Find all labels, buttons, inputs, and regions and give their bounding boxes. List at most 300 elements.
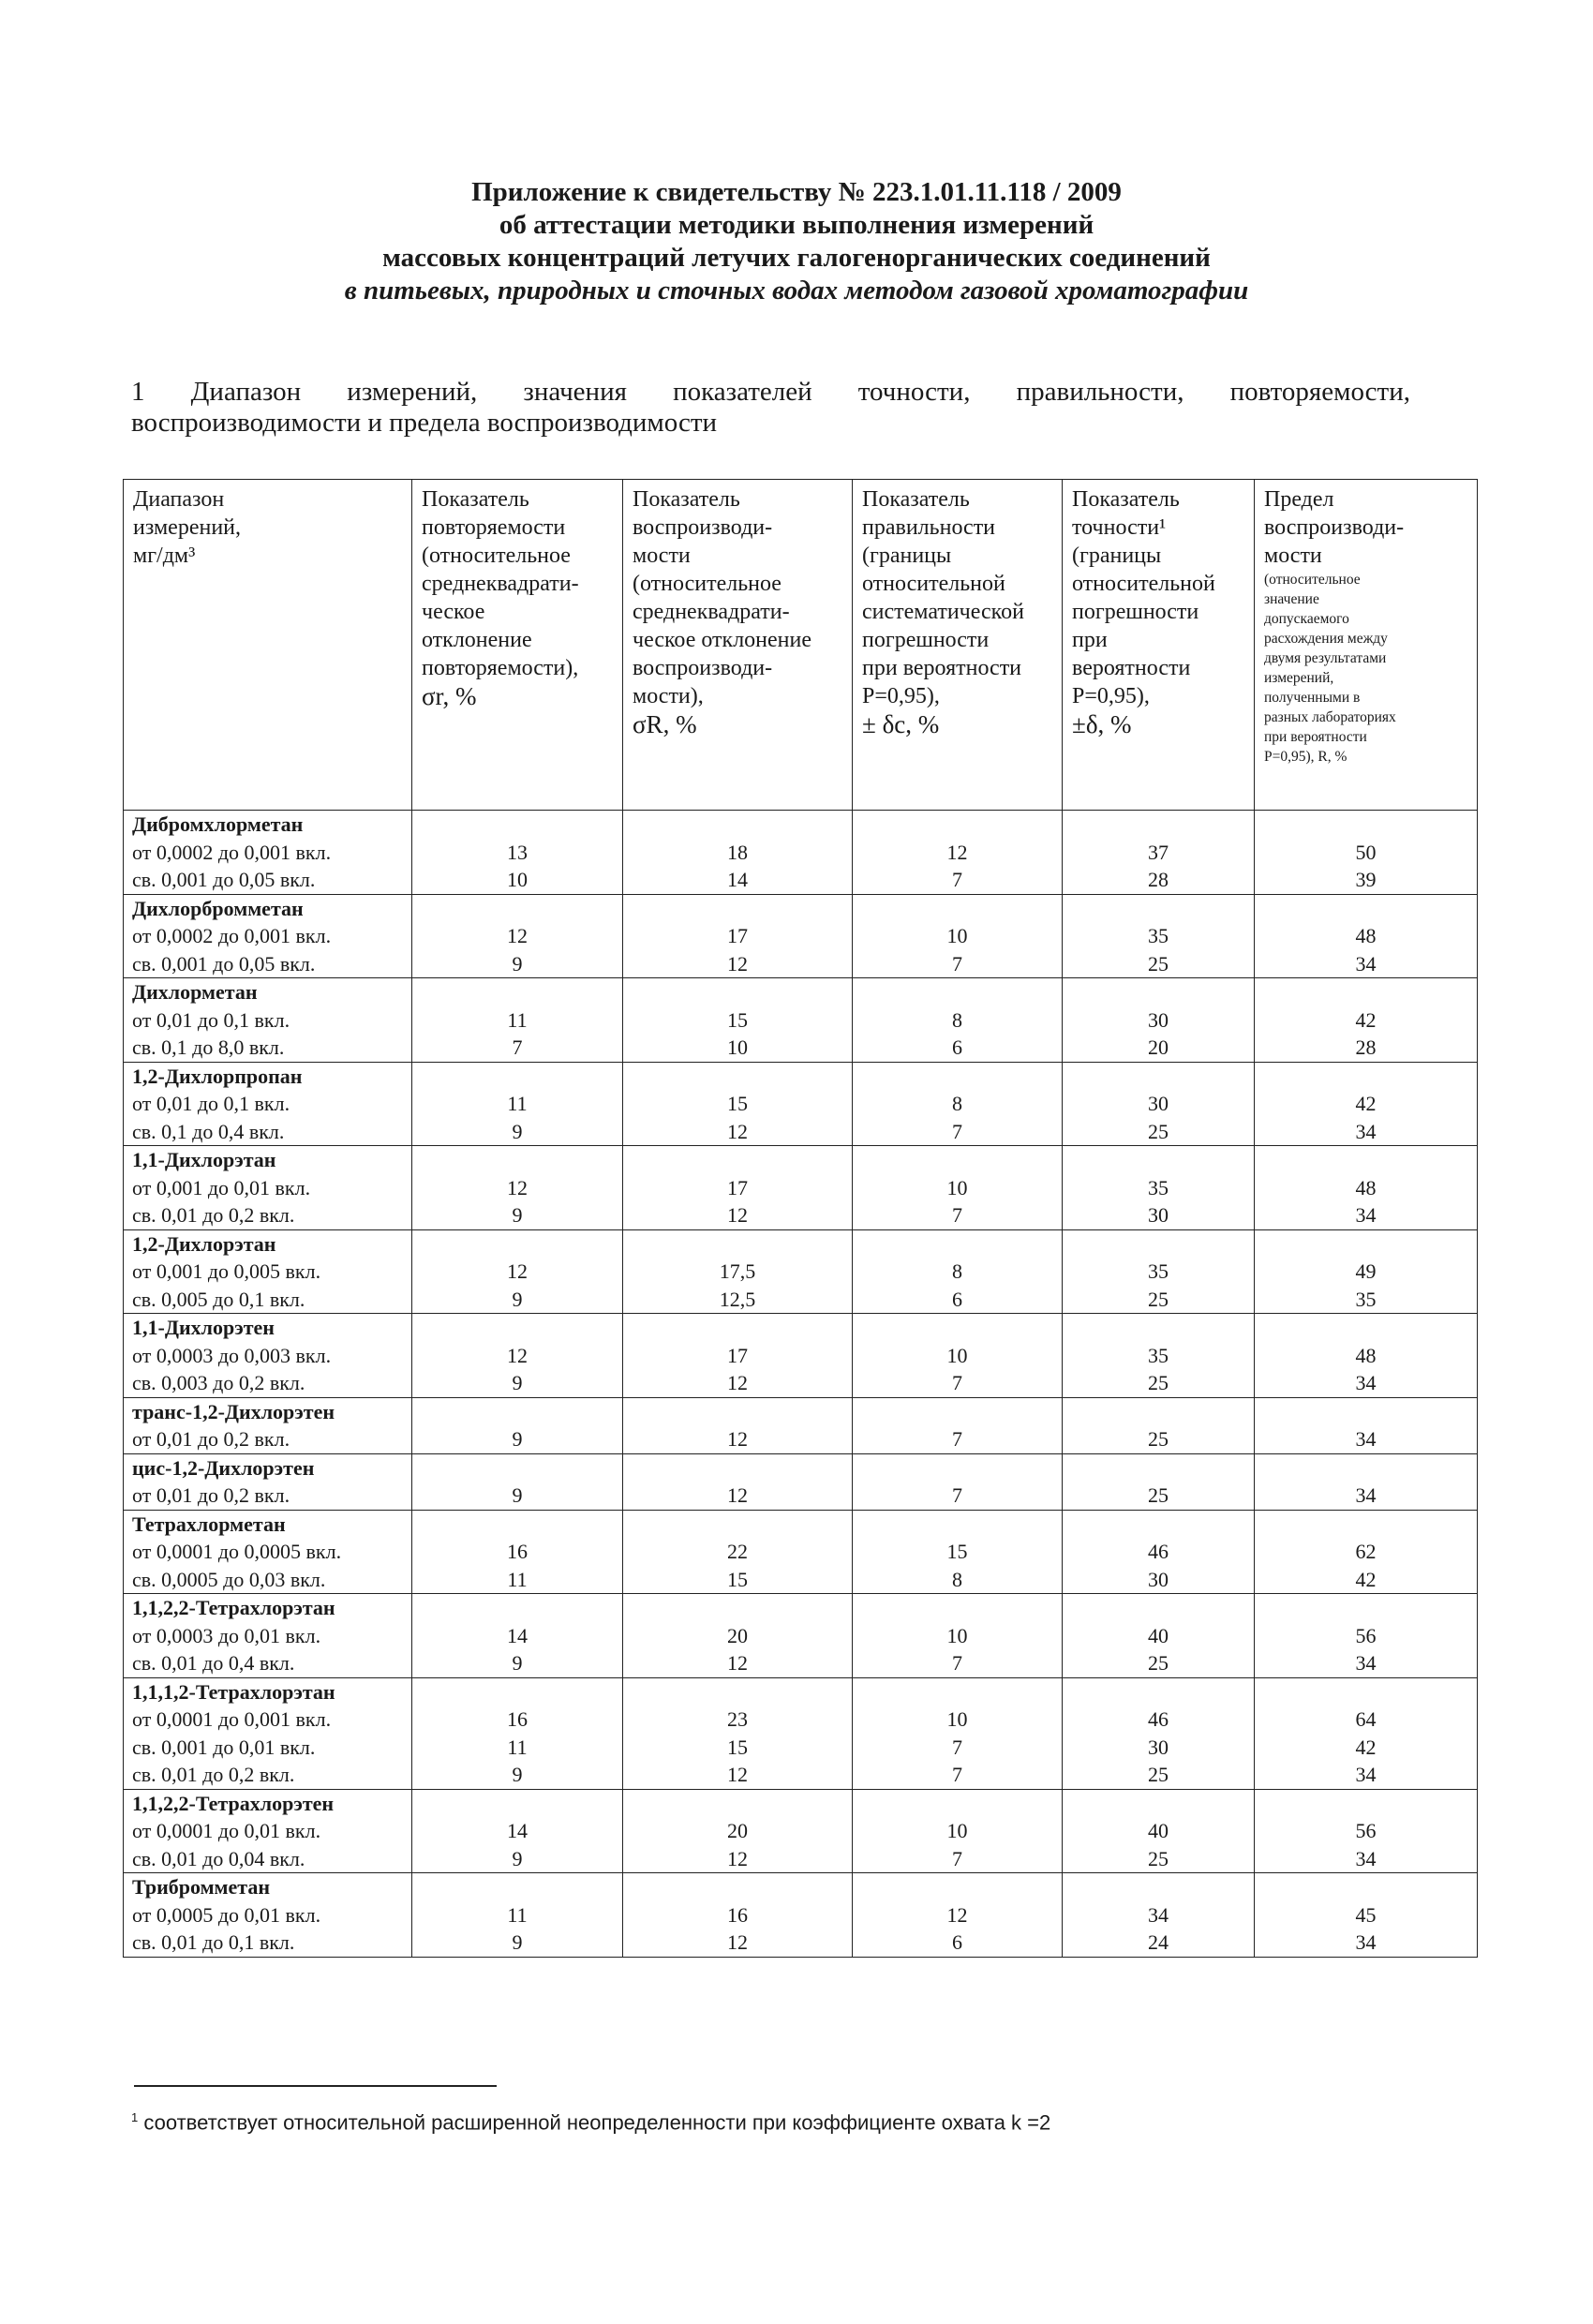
spacer [853, 978, 1062, 1006]
column-header-line: при [1072, 628, 1108, 652]
measurement-range: от 0,001 до 0,01 вкл. [132, 1175, 311, 1199]
value-cell-sr [412, 1594, 623, 1678]
substance-cell [124, 1789, 412, 1873]
measurement-range: от 0,01 до 0,2 вкл. [132, 1427, 290, 1451]
value: 30 [1148, 1007, 1169, 1032]
value: 48 [1355, 1175, 1377, 1199]
value: 30 [1148, 1092, 1169, 1115]
spacer [853, 1594, 1062, 1622]
spacer [412, 1063, 622, 1091]
value: 12 [507, 1259, 528, 1283]
value: 9 [512, 1287, 523, 1311]
value: 8 [952, 1567, 962, 1591]
value: 23 [727, 1707, 748, 1731]
table-row [124, 1146, 1478, 1230]
value: 7 [512, 1035, 523, 1059]
measurement-range: св. 0,01 до 0,1 вкл. [132, 1930, 295, 1954]
column-header-line: Диапазон [133, 487, 225, 512]
column-header-line: мости), [633, 684, 704, 708]
substance-name: Дибромхлорметан [132, 812, 304, 836]
value: 34 [1355, 1483, 1377, 1507]
value: 7 [952, 1427, 962, 1451]
table-row [124, 1229, 1478, 1314]
value: 35 [1355, 1287, 1377, 1311]
value-cell-sr [412, 1789, 623, 1873]
column-header-line: вероятности [1072, 656, 1191, 680]
substance-name: Дихлорметан [132, 980, 258, 1004]
measurement-range: от 0,01 до 0,1 вкл. [132, 1092, 290, 1115]
value: 10 [507, 868, 528, 891]
value: 15 [727, 1735, 748, 1759]
column-header-line: (относительное [633, 572, 782, 596]
column-header-5 [1063, 480, 1255, 811]
value-cell-R [1255, 1789, 1478, 1873]
substance-cell [124, 1594, 412, 1678]
column-header-line: относительной [1072, 572, 1215, 596]
value-cell-sR [623, 1062, 853, 1146]
value: 12 [727, 1846, 748, 1870]
spacer [412, 1594, 622, 1622]
value: 8 [952, 1007, 962, 1032]
value: 34 [1355, 1930, 1377, 1954]
value-cell-d [1063, 978, 1255, 1063]
value: 9 [512, 951, 523, 976]
substance-cell [124, 1314, 412, 1398]
value-cell-sr [412, 894, 623, 978]
value: 35 [1148, 1259, 1169, 1283]
value-cell-sr [412, 811, 623, 895]
value-cell-sR [623, 1146, 853, 1230]
spacer [853, 1398, 1062, 1426]
value-cell-d [1063, 1873, 1255, 1958]
value: 7 [952, 1119, 962, 1143]
table-row [124, 1397, 1478, 1453]
value: 42 [1355, 1735, 1377, 1759]
column-header-line: среднеквадрати- [422, 572, 579, 596]
measurement-range: от 0,0001 до 0,0005 вкл. [132, 1540, 342, 1563]
value: 28 [1355, 1035, 1377, 1059]
value: 10 [727, 1035, 748, 1059]
column-header-line: (относительное [422, 544, 571, 568]
value: 9 [512, 1483, 523, 1507]
column-header-line: при вероятности [862, 656, 1022, 680]
metrology-table [123, 479, 1478, 1958]
header-line-2: об аттестации методики выполнения измерений [499, 210, 1094, 240]
value: 17 [727, 924, 748, 947]
value: 7 [952, 1763, 962, 1786]
spacer [623, 895, 852, 923]
value: 14 [727, 868, 748, 891]
value: 13 [507, 840, 528, 864]
value-cell-R [1255, 978, 1478, 1063]
column-header-line: точности¹ [1072, 515, 1167, 540]
spacer [623, 1873, 852, 1901]
value: 8 [952, 1259, 962, 1283]
value: 7 [952, 951, 962, 976]
spacer [1063, 1314, 1254, 1342]
spacer [1063, 1511, 1254, 1539]
spacer [853, 1511, 1062, 1539]
column-header-note-line: значение [1264, 591, 1319, 607]
value-cell-dc [853, 1453, 1063, 1510]
value: 10 [946, 1175, 968, 1199]
measurement-range: от 0,0003 до 0,003 вкл. [132, 1343, 332, 1367]
value: 62 [1355, 1540, 1377, 1563]
value: 12 [727, 1119, 748, 1143]
value-cell-sR [623, 811, 853, 895]
value-cell-d [1063, 894, 1255, 978]
value-cell-dc [853, 1397, 1063, 1453]
value: 11 [507, 1735, 528, 1759]
value-cell-R [1255, 1314, 1478, 1398]
value: 12 [727, 1930, 748, 1954]
substance-name: 1,2-Дихлорэтан [132, 1231, 276, 1256]
header-line-4: в питьевых, природных и сточных водах методом газовой хроматографии [344, 276, 1249, 305]
value: 30 [1148, 1567, 1169, 1591]
value: 12,5 [719, 1287, 756, 1311]
value: 12 [727, 1483, 748, 1507]
value-cell-sR [623, 1677, 853, 1789]
value: 39 [1355, 868, 1377, 891]
value-cell-R [1255, 1677, 1478, 1789]
value: 46 [1148, 1540, 1169, 1563]
value: 7 [952, 1203, 962, 1227]
value: 25 [1148, 1846, 1169, 1870]
substance-name: 1,1-Дихлорэтен [132, 1316, 275, 1339]
spacer [1063, 1063, 1254, 1091]
value: 56 [1355, 1819, 1377, 1842]
column-header-line: Показатель [1072, 487, 1180, 512]
value-cell-sR [623, 1873, 853, 1958]
spacer [623, 1398, 852, 1426]
value-cell-sr [412, 1229, 623, 1314]
substance-name: 1,1-Дихлорэтан [132, 1148, 276, 1171]
value: 64 [1355, 1707, 1377, 1731]
column-header-line: систематической [862, 600, 1024, 624]
value: 45 [1355, 1902, 1377, 1927]
value-cell-R [1255, 1229, 1478, 1314]
spacer [412, 811, 622, 839]
value-cell-dc [853, 1146, 1063, 1230]
spacer [623, 1230, 852, 1259]
table-row [124, 1677, 1478, 1789]
value: 10 [946, 1819, 968, 1842]
value-cell-sr [412, 1510, 623, 1594]
value: 15 [727, 1567, 748, 1591]
measurement-range: от 0,0005 до 0,01 вкл. [132, 1902, 321, 1927]
spacer [1255, 978, 1477, 1006]
column-header-line: ческое [422, 600, 485, 624]
spacer [412, 1398, 622, 1426]
value-cell-sr [412, 1062, 623, 1146]
value-cell-R [1255, 811, 1478, 895]
value: 17 [727, 1175, 748, 1199]
measurement-range: от 0,0002 до 0,001 вкл. [132, 924, 332, 947]
value: 16 [507, 1707, 528, 1731]
spacer [1255, 1454, 1477, 1482]
column-header-line: Предел [1264, 487, 1334, 512]
value: 17,5 [719, 1259, 756, 1283]
value: 34 [1148, 1902, 1169, 1927]
value-cell-dc [853, 811, 1063, 895]
value: 7 [952, 868, 962, 891]
value-cell-d [1063, 1397, 1255, 1453]
value-cell-sr [412, 1453, 623, 1510]
column-header-line: погрешности [862, 628, 990, 652]
value: 6 [952, 1930, 962, 1954]
spacer [412, 1873, 622, 1901]
measurement-range: св. 0,001 до 0,01 вкл. [132, 1735, 316, 1759]
column-header-symbol: σr, % [422, 682, 477, 710]
substance-cell [124, 1146, 412, 1230]
measurement-range: св. 0,005 до 0,1 вкл. [132, 1287, 305, 1311]
value: 9 [512, 1763, 523, 1786]
spacer [1255, 895, 1477, 923]
value-cell-R [1255, 1062, 1478, 1146]
value: 24 [1148, 1930, 1169, 1954]
value-cell-d [1063, 1789, 1255, 1873]
spacer [853, 1230, 1062, 1259]
spacer [623, 1454, 852, 1482]
value-cell-dc [853, 1062, 1063, 1146]
value: 37 [1148, 840, 1169, 864]
value-cell-R [1255, 1146, 1478, 1230]
column-header-note-line: измерений, [1264, 670, 1334, 686]
substance-name: Трибромметан [132, 1875, 271, 1899]
substance-cell [124, 1397, 412, 1453]
column-header-3 [623, 480, 853, 811]
table-row [124, 1314, 1478, 1398]
value-cell-dc [853, 1229, 1063, 1314]
spacer [853, 1678, 1062, 1706]
column-header-line: Р=0,95), [1072, 684, 1150, 708]
header-line-3: массовых концентраций летучих галогенорганических соединений [382, 243, 1211, 273]
column-header-line: отклонение [422, 628, 532, 652]
value: 34 [1355, 1846, 1377, 1870]
value: 11 [507, 1092, 528, 1115]
section-heading [131, 377, 1410, 439]
value: 22 [727, 1540, 748, 1563]
value: 12 [727, 1763, 748, 1786]
value: 12 [507, 1175, 528, 1199]
value-cell-d [1063, 1594, 1255, 1678]
column-header-line: мости [1264, 544, 1322, 568]
value-cell-dc [853, 1789, 1063, 1873]
substance-cell [124, 1062, 412, 1146]
value: 10 [946, 924, 968, 947]
substance-name: 1,1,1,2-Тетрахлорэтан [132, 1679, 335, 1704]
substance-cell [124, 894, 412, 978]
value: 34 [1355, 1427, 1377, 1451]
spacer [1063, 1790, 1254, 1818]
spacer [412, 1511, 622, 1539]
value-cell-dc [853, 1314, 1063, 1398]
value: 11 [507, 1902, 528, 1927]
spacer [412, 895, 622, 923]
spacer [853, 811, 1062, 839]
spacer [1255, 1511, 1477, 1539]
spacer [1063, 1678, 1254, 1706]
value-cell-d [1063, 1453, 1255, 1510]
section-heading-line-1: 1 Диапазон измерений, значения показателей точности, правильности, повторяемости, [131, 377, 1410, 407]
column-header-note-line: при вероятности [1264, 729, 1367, 745]
value: 25 [1148, 1427, 1169, 1451]
spacer [623, 811, 852, 839]
value: 12 [727, 1203, 748, 1227]
value: 42 [1355, 1007, 1377, 1032]
measurement-range: св. 0,1 до 8,0 вкл. [132, 1035, 285, 1059]
value-cell-sR [623, 1453, 853, 1510]
spacer [853, 1873, 1062, 1901]
value: 12 [727, 1651, 748, 1675]
value-cell-sR [623, 1789, 853, 1873]
value: 7 [952, 1483, 962, 1507]
substance-name: 1,2-Дихлорпропан [132, 1064, 303, 1088]
measurement-range: св. 0,001 до 0,05 вкл. [132, 951, 316, 976]
value-cell-R [1255, 1873, 1478, 1958]
column-header-symbol: ±δ, % [1072, 710, 1132, 738]
value: 9 [512, 1846, 523, 1870]
value: 12 [727, 951, 748, 976]
measurement-range: св. 0,01 до 0,04 вкл. [132, 1846, 305, 1870]
value-cell-sr [412, 1146, 623, 1230]
measurement-range: от 0,0001 до 0,01 вкл. [132, 1819, 321, 1842]
value: 9 [512, 1119, 523, 1143]
value: 12 [507, 1343, 528, 1367]
value: 49 [1355, 1259, 1377, 1283]
value-cell-d [1063, 1510, 1255, 1594]
value: 11 [507, 1007, 528, 1032]
spacer [853, 895, 1062, 923]
spacer [853, 1063, 1062, 1091]
substance-cell [124, 1229, 412, 1314]
value: 25 [1148, 1287, 1169, 1311]
spacer [1063, 1594, 1254, 1622]
substance-name: Тетрахлорметан [132, 1512, 286, 1536]
value: 34 [1355, 1119, 1377, 1143]
value: 40 [1148, 1819, 1169, 1842]
value-cell-sr [412, 1873, 623, 1958]
substance-name: Дихлорбромметан [132, 896, 304, 920]
column-header-line: относительной [862, 572, 1005, 596]
value: 48 [1355, 924, 1377, 947]
value: 35 [1148, 1175, 1169, 1199]
spacer [1255, 811, 1477, 839]
measurement-range: от 0,0002 до 0,001 вкл. [132, 840, 332, 864]
column-header-note-line: допускаемого [1264, 611, 1349, 627]
spacer [623, 1594, 852, 1622]
footnote-divider [134, 2085, 497, 2087]
spacer [853, 1146, 1062, 1174]
document-header [122, 176, 1471, 307]
column-header-6 [1255, 480, 1478, 811]
value-cell-dc [853, 1677, 1063, 1789]
value-cell-d [1063, 1146, 1255, 1230]
value: 25 [1148, 1763, 1169, 1786]
substance-cell [124, 1453, 412, 1510]
spacer [1255, 1146, 1477, 1174]
column-header-line: Показатель [633, 487, 740, 512]
spacer [623, 1314, 852, 1342]
value: 12 [946, 840, 968, 864]
column-header-line: воспроизводи- [633, 515, 773, 540]
table-body [124, 811, 1478, 1958]
value: 17 [727, 1343, 748, 1367]
substance-cell [124, 1510, 412, 1594]
value-cell-sR [623, 894, 853, 978]
column-header-line: повторяемости [422, 515, 566, 540]
value-cell-sR [623, 1314, 853, 1398]
spacer [412, 1454, 622, 1482]
value-cell-dc [853, 1873, 1063, 1958]
table-row [124, 1594, 1478, 1678]
substance-name: цис-1,2-Дихлорэтен [132, 1455, 315, 1480]
column-header-note-line: Р=0,95), R, % [1264, 749, 1347, 765]
value-cell-R [1255, 1397, 1478, 1453]
value: 6 [952, 1035, 962, 1059]
value: 25 [1148, 951, 1169, 976]
value: 10 [946, 1707, 968, 1731]
substance-cell [124, 978, 412, 1063]
table-header-row [124, 480, 1478, 811]
column-header-line: воспроизводи- [633, 656, 773, 680]
value: 34 [1355, 1763, 1377, 1786]
value: 15 [727, 1092, 748, 1115]
section-heading-line-2: воспроизводимости и предела воспроизводимости [131, 408, 718, 438]
spacer [1063, 1454, 1254, 1482]
value: 7 [952, 1735, 962, 1759]
column-header-note-line: двумя результатами [1264, 650, 1387, 666]
value: 20 [727, 1623, 748, 1647]
table-row [124, 1062, 1478, 1146]
column-header-line: Показатель [862, 487, 970, 512]
value: 12 [946, 1902, 968, 1927]
column-header-line: правильности [862, 515, 996, 540]
value-cell-R [1255, 894, 1478, 978]
value-cell-sr [412, 978, 623, 1063]
value: 28 [1148, 868, 1169, 891]
value: 20 [1148, 1035, 1169, 1059]
column-header-1 [124, 480, 412, 811]
value-cell-d [1063, 811, 1255, 895]
substance-name: 1,1,2,2-Тетрахлорэтан [132, 1596, 335, 1619]
table-row [124, 1510, 1478, 1594]
value: 50 [1355, 840, 1377, 864]
column-header-note-line: расхождения между [1264, 631, 1388, 647]
value: 34 [1355, 1203, 1377, 1227]
spacer [1255, 1790, 1477, 1818]
spacer [1063, 811, 1254, 839]
spacer [853, 1314, 1062, 1342]
spacer [1063, 895, 1254, 923]
spacer [1063, 1230, 1254, 1259]
table-row [124, 1453, 1478, 1510]
table-row [124, 1873, 1478, 1958]
value-cell-dc [853, 978, 1063, 1063]
value: 12 [727, 1427, 748, 1451]
measurement-range: св. 0,01 до 0,2 вкл. [132, 1763, 295, 1786]
column-header-note-line: разных лабораториях [1264, 709, 1396, 725]
column-header-line: среднеквадрати- [633, 600, 790, 624]
value: 7 [952, 1651, 962, 1675]
column-header-2 [412, 480, 623, 811]
value-cell-sR [623, 978, 853, 1063]
value: 42 [1355, 1567, 1377, 1591]
column-header-note-line: полученными в [1264, 690, 1361, 706]
spacer [853, 1790, 1062, 1818]
value-cell-R [1255, 1453, 1478, 1510]
value: 34 [1355, 951, 1377, 976]
